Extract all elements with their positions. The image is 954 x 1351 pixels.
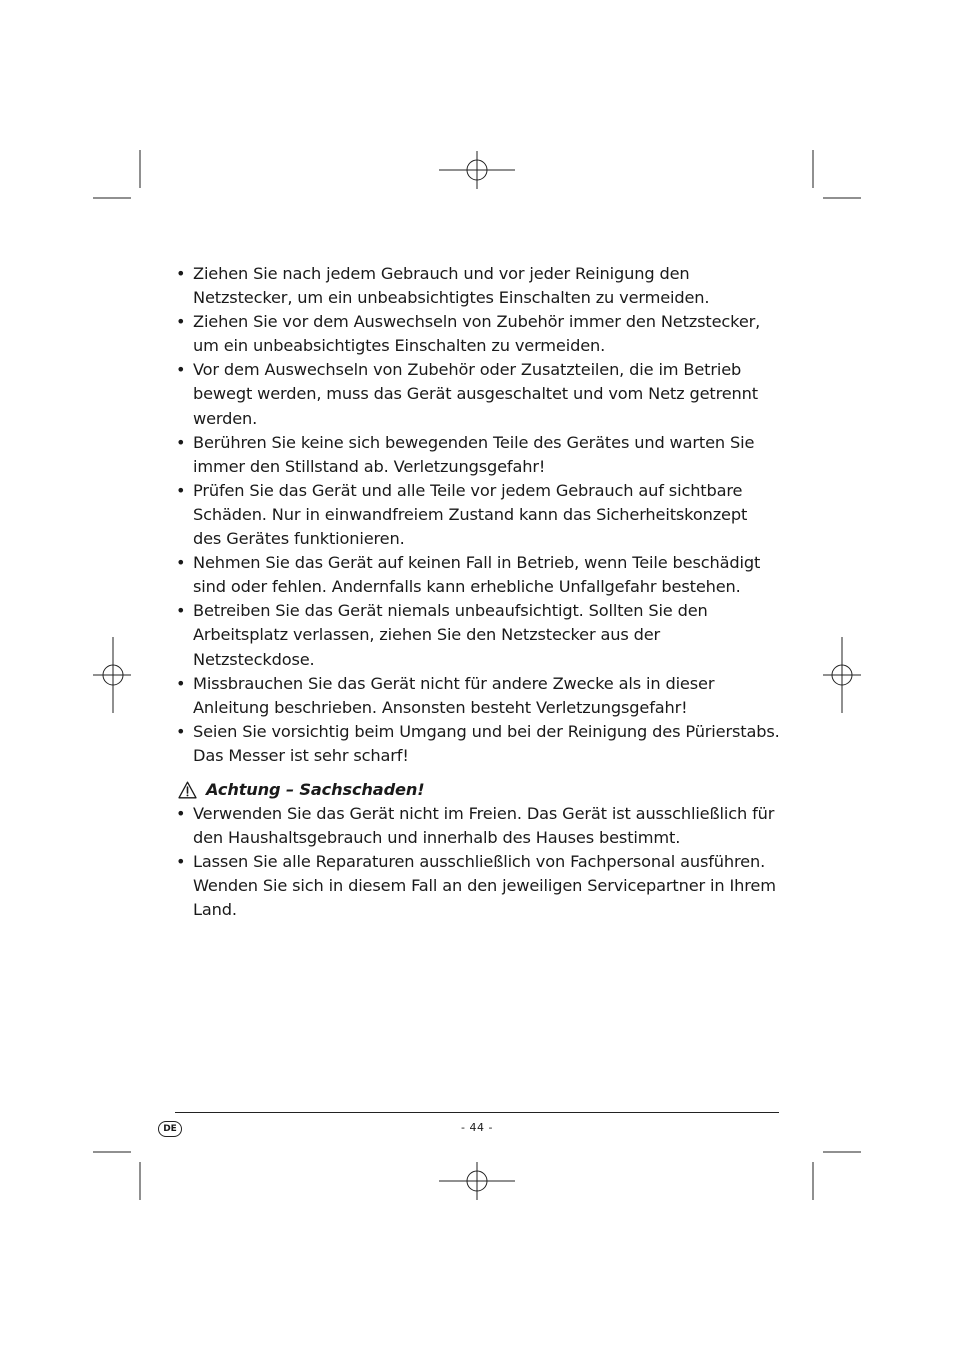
list-item xyxy=(176,720,780,768)
bullet: • xyxy=(176,480,186,500)
list-item xyxy=(176,551,780,599)
list-item-text: Verwenden Sie das Gerät nicht im Freien. Das Gerät ist ausschließlich für den Haushaltsgebrauch und innerhalb des Hauses bestimmt. xyxy=(193,804,775,848)
list-item xyxy=(176,262,780,310)
main-content xyxy=(176,262,780,923)
list-item-text: Missbrauchen Sie das Gerät nicht für andere Zwecke als in dieser Anleitung beschrieben. Ansonsten besteht Verletzungsgefahr! xyxy=(193,673,715,717)
warning-triangle-icon xyxy=(178,781,197,799)
list-item-text: Ziehen Sie nach jedem Gebrauch und vor jeder Reinigung den Netzstecker, um ein unbeabsichtigtes Einschalten zu vermeiden. xyxy=(193,264,710,308)
bullet: • xyxy=(176,360,186,380)
list-item-text: Seien Sie vorsichtig beim Umgang und bei der Reinigung des Pürierstabs. Das Messer ist sehr scharf! xyxy=(193,721,780,765)
warning-title: Achtung – Sachschaden! xyxy=(206,779,425,799)
list-item-text: Vor dem Auswechseln von Zubehör oder Zusatzteilen, die im Betrieb bewegt werden, muss das Gerät ausgeschaltet und vom Netz getrennt werden. xyxy=(193,360,758,428)
list-item-text: Nehmen Sie das Gerät auf keinen Fall in Betrieb, wenn Teile beschädigt sind oder fehlen. Andernfalls kann erhebliche Unfallgefahr bestehen. xyxy=(193,553,761,597)
safety-list xyxy=(176,262,780,768)
list-item xyxy=(176,358,780,430)
warning-heading xyxy=(176,778,780,802)
footer-divider xyxy=(175,1112,779,1113)
list-item xyxy=(176,672,780,720)
bullet: • xyxy=(176,553,186,573)
bullet: • xyxy=(176,432,186,452)
list-item xyxy=(176,479,780,551)
list-item-text: Prüfen Sie das Gerät und alle Teile vor jedem Gebrauch auf sichtbare Schäden. Nur in einwandfreiem Zustand kann das Sicherheitskonzept des Gerätes funktionieren. xyxy=(193,480,748,549)
list-item xyxy=(176,599,780,671)
bullet: • xyxy=(176,601,186,621)
list-item xyxy=(176,802,780,850)
list-item-text: Lassen Sie alle Reparaturen ausschließlich von Fachpersonal ausführen. Wenden Sie sich in diesem Fall an den jeweiligen Servicepartner in Ihrem Land. xyxy=(193,852,776,920)
bullet: • xyxy=(176,721,186,741)
bullet: • xyxy=(176,264,186,283)
bullet: • xyxy=(176,852,186,872)
bullet: • xyxy=(176,804,186,824)
property-damage-list xyxy=(176,802,780,922)
bullet: • xyxy=(176,312,186,332)
list-item xyxy=(176,850,780,922)
list-item-text: Betreiben Sie das Gerät niemals unbeaufsichtigt. Sollten Sie den Arbeitsplatz verlassen, ziehen Sie den Netzstecker aus der Netzsteckdose. xyxy=(193,601,708,669)
list-item xyxy=(176,431,780,479)
bullet: • xyxy=(176,673,186,693)
list-item xyxy=(176,310,780,358)
list-item-text: Ziehen Sie vor dem Auswechseln von Zubehör immer den Netzstecker, um ein unbeabsichtigtes Einschalten zu vermeiden. xyxy=(193,312,761,356)
language-badge: DE xyxy=(158,1121,182,1137)
list-item-text: Berühren Sie keine sich bewegenden Teile des Gerätes und warten Sie immer den Stillstand ab. Verletzungsgefahr! xyxy=(193,432,755,476)
page-number: - 44 - xyxy=(461,1121,493,1134)
